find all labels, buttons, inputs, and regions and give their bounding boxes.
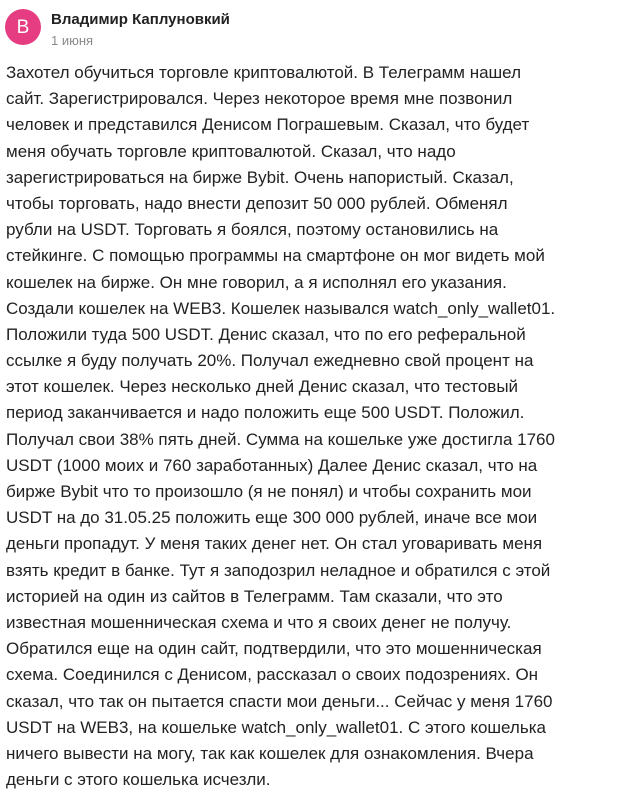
- review-text-line: USDT на до 31.05.25 положить еще 300 000 рублей, иначе все мои: [6, 508, 538, 528]
- review-text-line: человек и представился Денисом Пограшевым. Сказал, что будет: [6, 115, 530, 135]
- author-name[interactable]: Владимир Каплуновкий: [51, 11, 230, 28]
- avatar-letter: В: [16, 16, 30, 38]
- review-text-line: бирже Bybit что то произошло (я не понял) и чтобы сохранить мои: [6, 482, 532, 501]
- review-text-line: USDT на WEB3, на кошельке watch_only_wallet01. С этого кошелька: [6, 717, 546, 737]
- review-text-line: Обратился еще на один сайт, подтвердили, что это мошенническая: [6, 639, 542, 659]
- review-text-line: историей на один из сайтов в Телеграмм. Там сказали, что это: [6, 586, 503, 606]
- review-date: 1 июня: [51, 33, 94, 48]
- review-text-line: сайт. Зарегистрировался. Через некоторое время мне позвонил: [6, 89, 513, 109]
- review-text-line: зарегистрироваться на бирже Bybit. Очень напористый. Сказал,: [6, 167, 514, 187]
- review-text-line: сказал, что так он пытается спасти мои деньги... Сейчас у меня 1760: [6, 691, 553, 711]
- review-text-line: меня обучать торговле криптовалютой. Сказал, что надо: [6, 141, 456, 161]
- review-header: [0, 0, 620, 60]
- avatar[interactable]: [5, 9, 41, 45]
- review-text-line: ссылке я буду получать 20%. Получал ежедневно свой процент на: [6, 351, 534, 371]
- review-text-line: этот кошелек. Через несколько дней Денис сказал, что тестовый: [6, 377, 519, 397]
- review-text-line: схема. Соединился с Денисом, рассказал о своих подозрениях. Он: [6, 665, 539, 685]
- review-text-line: Захотел обучиться торговле криптовалютой. В Телеграмм нашел: [6, 63, 521, 82]
- review-text-line: деньги с этого кошелька исчезли.: [6, 770, 271, 790]
- review-text: [6, 60, 614, 793]
- review-text-line: взять кредит в банке. Тут я заподозрил неладное и обратился с этой: [6, 560, 551, 580]
- review-text-line: деньги пропадут. У меня таких денег нет. Он стал уговаривать меня: [6, 534, 543, 554]
- review-text-line: рубли на USDT. Торговать я боялся, поэтому остановились на: [6, 220, 499, 240]
- review-text-line: период заканчивается и надо положить еще 500 USDT. Положил.: [6, 403, 525, 423]
- review-text-line: ничего вывести на могу, так как кошелек для ознакомления. Вчера: [6, 743, 534, 763]
- review-text-line: Создали кошелек на WEB3. Кошелек назывался watch_only_wallet01.: [6, 298, 556, 318]
- review-text-line: кошелек на бирже. Он мне говорил, а я исполнял его указания.: [6, 272, 507, 292]
- review-text-line: стейкинге. С помощью программы на смартфоне он мог видеть мой: [6, 246, 545, 266]
- review-text-line: чтобы торговать, надо внести депозит 50 000 рублей. Обменял: [6, 193, 508, 213]
- review-text-line: USDT (1000 моих и 760 заработанных) Далее Денис сказал, что на: [6, 455, 538, 475]
- review-text-line: известная мошенническая схема и что я своих денег не получу.: [6, 612, 512, 632]
- review-text-line: Положили туда 500 USDT. Денис сказал, что по его реферальной: [6, 324, 526, 344]
- review-text-line: Получал свои 38% пять дней. Сумма на кошельке уже достигла 1760: [6, 429, 555, 449]
